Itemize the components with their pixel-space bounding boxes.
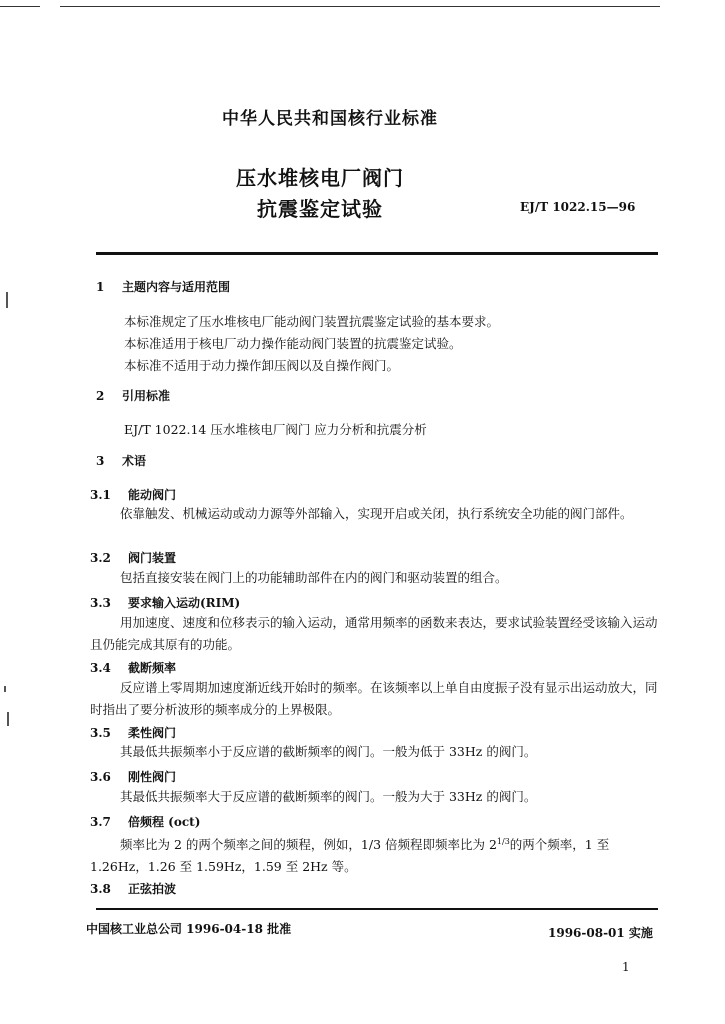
term-number: 3.4 <box>90 661 111 675</box>
section-title: 术语 <box>122 454 147 468</box>
term-3-3-heading <box>90 594 240 611</box>
term-number: 3.6 <box>90 770 111 784</box>
term-3-8-heading <box>90 880 176 897</box>
section-1-para-2: 本标准适用于核电厂动力操作能动阀门装置的抗震鉴定试验。 <box>124 336 462 351</box>
term-title: 倍频程 (oct) <box>128 815 201 829</box>
section-2-heading <box>96 387 170 404</box>
org-title: 中华人民共和国核行业标准 <box>222 109 438 129</box>
term-3-4-text: 反应谱上零周期加速度渐近线开始时的频率。在该频率以上单自由度振子没有显示出运动放大，同时指出了要分析波形的频率成分的上界极限。 <box>90 680 658 717</box>
scan-edge-mark <box>0 6 40 7</box>
approval-info: 中国核工业总公司 1996-04-18 批准 <box>86 922 292 936</box>
term-number: 3.8 <box>90 882 111 896</box>
scan-margin-mark <box>4 686 6 692</box>
scan-margin-mark <box>6 292 8 308</box>
section-1-heading <box>96 278 230 295</box>
footer-divider <box>96 908 658 910</box>
term-title: 柔性阀门 <box>128 726 177 740</box>
term-title: 要求输入运动(RIM) <box>128 596 241 610</box>
term-3-6-heading <box>90 768 176 785</box>
term-3-6-text: 其最低共振频率大于反应谱的截断频率的阀门。一般为大于 33Hz 的阀门。 <box>120 789 537 804</box>
term-number: 3.3 <box>90 596 111 610</box>
scan-margin-mark <box>7 712 9 726</box>
term-3-2-text: 包括直接安装在阀门上的功能辅助部件在内的阀门和驱动装置的组合。 <box>120 570 508 585</box>
term-3-1-heading <box>90 486 176 503</box>
doc-title-line1: 压水堆核电厂阀门 <box>236 166 404 190</box>
term-title: 正弦拍波 <box>128 882 177 896</box>
term-title: 阀门装置 <box>128 551 177 565</box>
page-number: 1 <box>622 960 630 974</box>
term-number: 3.5 <box>90 726 111 740</box>
doc-title-line2: 抗震鉴定试验 <box>257 197 383 221</box>
term-3-2-heading <box>90 549 176 566</box>
term-number: 3.7 <box>90 815 111 829</box>
implementation-date: 1996-08-01 实施 <box>548 926 653 940</box>
term-3-7-superscript: 1/3 <box>496 837 510 846</box>
section-3-heading <box>96 452 146 469</box>
term-3-1-text: 依靠触发、机械运动或动力源等外部输入，实现开启或关闭，执行系统安全功能的阀门部件。 <box>120 506 633 521</box>
term-3-3-text: 用加速度、速度和位移表示的输入运动，通常用频率的函数来表达，要求试验装置经受该输入运动且仍能完成其原有的功能。 <box>90 615 658 652</box>
standard-code: EJ/T 1022.15—96 <box>520 200 636 214</box>
section-title: 主题内容与适用范围 <box>122 280 231 294</box>
term-number: 3.1 <box>90 488 111 502</box>
term-3-5-heading <box>90 724 176 741</box>
term-3-7-heading <box>90 813 200 830</box>
section-number: 1 <box>96 280 105 294</box>
scan-top-line <box>60 6 660 7</box>
reference-standard: EJ/T 1022.14 压水堆核电厂阀门 应力分析和抗震分析 <box>124 422 427 437</box>
section-number: 2 <box>96 389 105 403</box>
section-title: 引用标准 <box>122 389 171 403</box>
section-1-para-3: 本标准不适用于动力操作卸压阀以及自操作阀门。 <box>124 358 400 373</box>
term-3-7-text-b: 的两个频率，1 至 1.26Hz，1.26 至 1.59Hz，1.59 至 2Hz 等。 <box>90 837 610 875</box>
term-3-7-text-a: 频率比为 2 的两个频率之间的频程，例如，1/3 倍频程即频率比为 2 <box>120 837 497 853</box>
term-3-5-text: 其最低共振频率小于反应谱的截断频率的阀门。一般为低于 33Hz 的阀门。 <box>120 744 537 759</box>
term-title: 刚性阀门 <box>128 770 177 784</box>
section-number: 3 <box>96 454 105 468</box>
header-divider <box>96 252 658 255</box>
term-3-4-heading <box>90 659 176 676</box>
section-1-para-1: 本标准规定了压水堆核电厂能动阀门装置抗震鉴定试验的基本要求。 <box>124 314 500 329</box>
term-number: 3.2 <box>90 551 111 565</box>
term-title: 能动阀门 <box>128 488 177 502</box>
term-3-7-text <box>90 831 658 878</box>
term-title: 截断频率 <box>128 661 177 675</box>
